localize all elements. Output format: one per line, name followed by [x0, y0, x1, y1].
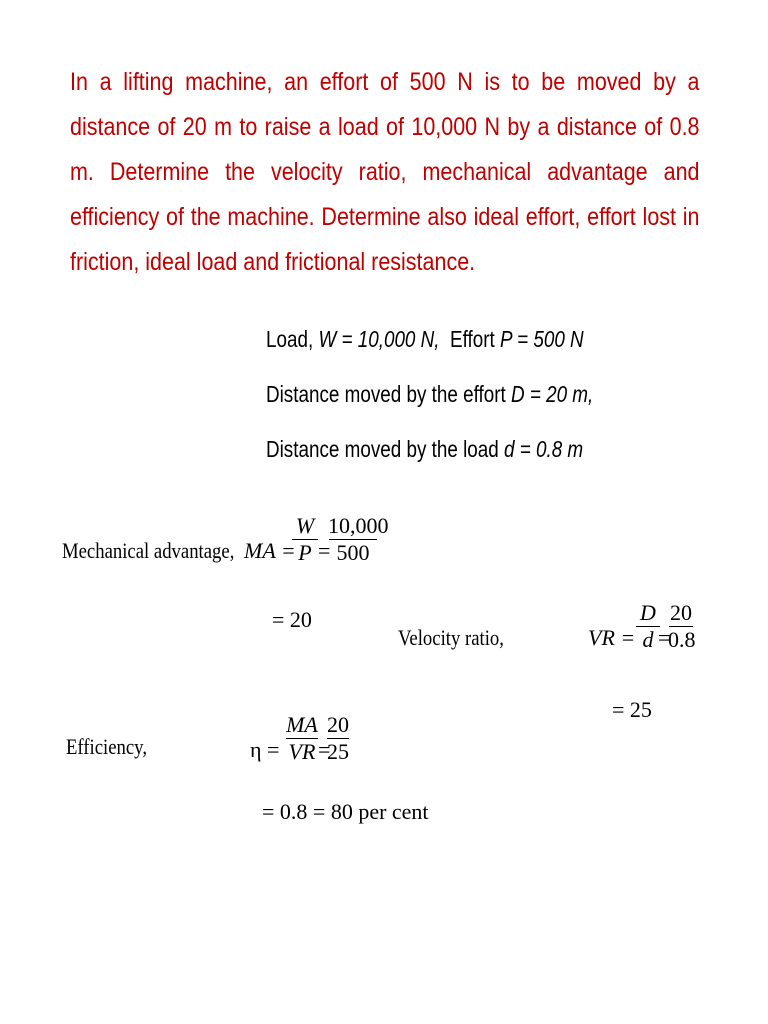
- ma-fraction-numeric: [328, 513, 389, 566]
- vr-equals: =: [658, 625, 671, 650]
- ma-symbol: MA =: [244, 538, 296, 563]
- efficiency-fraction-numeric: [326, 712, 350, 765]
- vr-result: = 25: [612, 697, 652, 722]
- vr-label: Velocity ratio,: [398, 625, 504, 650]
- efficiency-denominator-value: 25: [327, 739, 349, 764]
- given-load-distance-value: d = 0.8 m: [503, 436, 584, 462]
- efficiency-fraction-symbolic: [284, 712, 320, 765]
- ma-result: = 20: [272, 607, 312, 632]
- given-effort-distance-label: Distance moved by the effort: [266, 381, 511, 407]
- vr-numerator-value: 20: [670, 600, 692, 625]
- given-effort-distance: [266, 381, 593, 408]
- given-load-value: W = 10,000 N,: [318, 326, 440, 352]
- given-load-label: Load,: [266, 326, 319, 352]
- efficiency-denominator-vr: VR: [288, 739, 316, 764]
- ma-label: Mechanical advantage,: [62, 538, 235, 563]
- ma-numerator-w: W: [295, 513, 315, 538]
- given-load-distance-label: Distance moved by the load: [266, 436, 504, 462]
- vr-fraction-numeric: [668, 600, 694, 653]
- given-effort-value: P = 500 N: [499, 326, 584, 352]
- vr-numerator-d: D: [640, 600, 656, 625]
- efficiency-result: = 0.8 = 80 per cent: [262, 799, 429, 824]
- ma-denominator-p: P: [298, 540, 312, 565]
- given-load-effort: [266, 326, 584, 353]
- efficiency-equals: =: [318, 737, 331, 762]
- vr-denominator-value: 0.8: [668, 627, 696, 652]
- efficiency-label: Efficiency,: [66, 734, 148, 759]
- ma-fraction-symbolic: [290, 513, 320, 566]
- vr-denominator-d: d: [642, 627, 654, 652]
- ma-equals: =: [318, 538, 331, 563]
- efficiency-symbol: η =: [250, 737, 280, 762]
- problem-statement: In a lifting machine, an effort of 500 N is to be moved by a distance of 20 m to raise a load of 10,000 N by a distance of 0.8 m. Determine the velocity ratio, mechanical advantage and efficiency of the machine. Determine also ideal effort, effort lost in friction, ideal load and frictional resistance.: [70, 68, 700, 276]
- efficiency-numerator-ma: MA: [286, 712, 318, 737]
- given-effort-label: Effort: [439, 326, 500, 352]
- given-load-distance: [266, 436, 583, 463]
- efficiency-numerator-value: 20: [327, 712, 349, 737]
- ma-numerator-value: 10,000: [328, 513, 389, 538]
- given-effort-distance-value: D = 20 m,: [510, 381, 594, 407]
- ma-denominator-value: 500: [336, 540, 370, 565]
- vr-symbol: VR =: [588, 625, 636, 650]
